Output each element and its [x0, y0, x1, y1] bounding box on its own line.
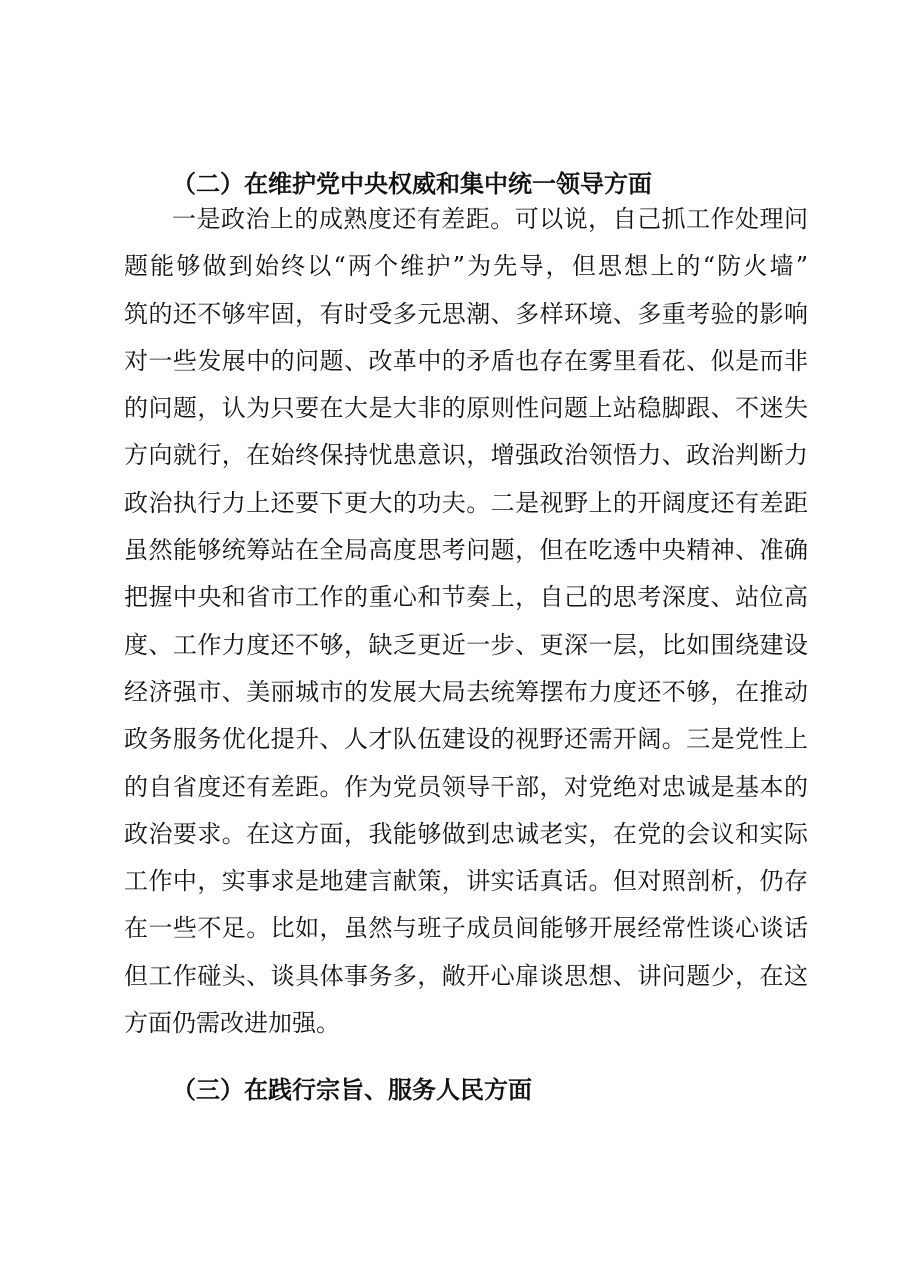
paragraph-line: 把握中央和省市工作的重心和节奏上，自己的思考深度、站位高 — [124, 583, 808, 612]
paragraph-line: 的问题，认为只要在大是大非的原则性问题上站稳脚跟、不迷失 — [124, 394, 808, 423]
paragraph-line: 筑的还不够牢固，有时受多元思潮、多样环境、多重考验的影响 — [124, 299, 808, 328]
paragraph-line: 一是政治上的成熟度还有差距。可以说，自己抓工作处理问 — [172, 205, 808, 233]
section-two-heading: （二）在维护党中央权威和集中统一领导方面 — [172, 169, 652, 198]
paragraph-line: 的自省度还有差距。作为党员领导干部，对党绝对忠诚是基本的 — [124, 772, 808, 801]
paragraph-line: 题能够做到始终以“两个维护”为先导，但思想上的“防火墙” — [124, 252, 808, 281]
section-three-heading: （三）在践行宗旨、服务人民方面 — [172, 1075, 532, 1104]
paragraph-line: 政治执行力上还要下更大的功夫。二是视野上的开阔度还有差距 — [124, 488, 808, 517]
paragraph-line: 但工作碰头、谈具体事务多，敞开心扉谈思想、讲问题少，在这 — [124, 961, 808, 990]
paragraph-line: 虽然能够统筹站在全局高度思考问题，但在吃透中央精神、准确 — [124, 536, 808, 565]
paragraph-line: 方面仍需改进加强。 — [124, 1009, 340, 1038]
paragraph-line: 对一些发展中的问题、改革中的矛盾也存在雾里看花、似是而非 — [124, 346, 808, 375]
section-two-body — [124, 196, 808, 1047]
paragraph-line: 方向就行，在始终保持忧患意识，增强政治领悟力、政治判断力 — [124, 441, 808, 470]
paragraph-line: 工作中，实事求是地建言献策，讲实话真话。但对照剖析，仍存 — [124, 867, 808, 896]
paragraph-line: 政务服务优化提升、人才队伍建设的视野还需开阔。三是党性上 — [124, 725, 808, 754]
paragraph-line: 在一些不足。比如，虽然与班子成员间能够开展经常性谈心谈话 — [124, 914, 808, 943]
paragraph-line: 度、工作力度还不够，缺乏更近一步、更深一层，比如围绕建设 — [124, 630, 808, 659]
paragraph-line: 政治要求。在这方面，我能够做到忠诚老实，在党的会议和实际 — [124, 819, 808, 848]
paragraph-line: 经济强市、美丽城市的发展大局去统筹摆布力度还不够，在推动 — [124, 677, 808, 706]
